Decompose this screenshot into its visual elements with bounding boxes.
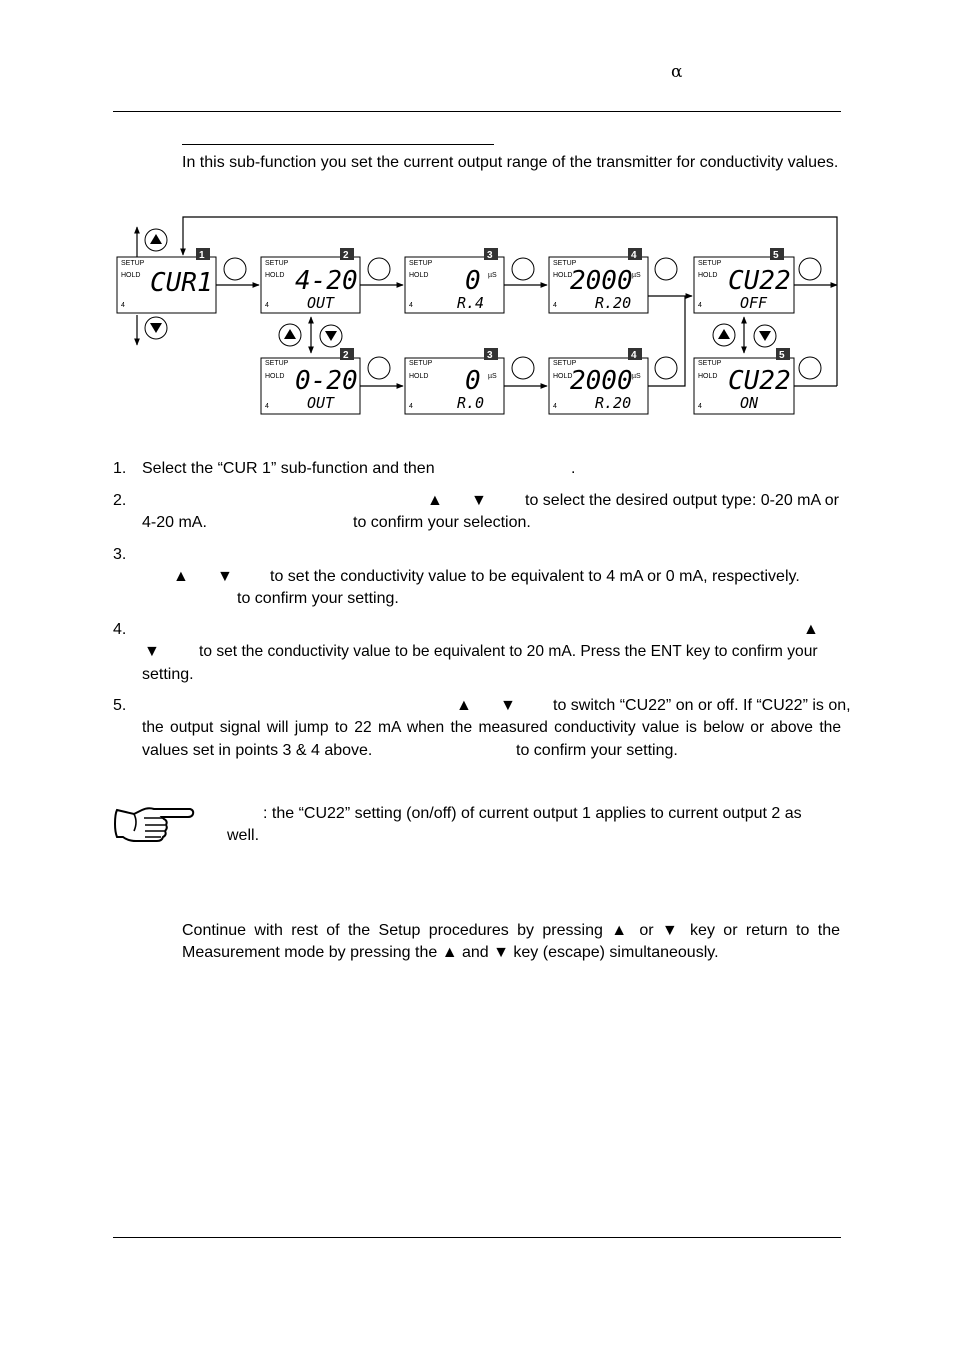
step-5-line3b: to confirm your setting. <box>516 742 678 759</box>
svg-text:SETUP: SETUP <box>698 260 722 267</box>
ent-key-icon <box>655 357 677 379</box>
step-2-down: ▼ <box>471 492 487 509</box>
svg-text:3: 3 <box>487 250 493 261</box>
svg-text:2: 2 <box>343 350 349 361</box>
svg-text:3: 3 <box>487 350 493 361</box>
continue-line-1: Continue with rest of the Setup procedures by pressing ▲ or ▼ key or return to the <box>182 922 840 939</box>
up-key-icon <box>145 229 167 251</box>
svg-text:SETUP: SETUP <box>121 260 145 267</box>
step-1-number: 1. <box>113 460 127 477</box>
ent-key-icon <box>512 357 534 379</box>
down-key-icon <box>145 317 167 339</box>
svg-text:R.20: R.20 <box>595 294 632 312</box>
svg-text:OUT: OUT <box>307 394 335 412</box>
svg-text:HOLD: HOLD <box>698 373 718 380</box>
svg-text:4: 4 <box>553 302 557 309</box>
ent-key-icon <box>368 258 390 280</box>
svg-text:4: 4 <box>631 250 637 261</box>
step-3-up: ▲ <box>173 568 189 585</box>
lcd-screen-5-bottom <box>694 348 794 414</box>
down-key-icon <box>320 325 342 347</box>
svg-text:HOLD: HOLD <box>409 272 429 279</box>
step-1-text: Select the “CUR 1” sub-function and then <box>142 460 435 477</box>
svg-text:4: 4 <box>698 403 702 410</box>
note-line-1: : the “CU22” setting (on/off) of current output 1 applies to current output 2 as <box>263 805 802 822</box>
svg-text:4-20: 4-20 <box>295 266 358 296</box>
lcd-screen-4-top <box>549 248 648 313</box>
step-4-line3: setting. <box>142 666 194 683</box>
lcd-screen-2-bottom <box>261 348 360 414</box>
svg-text:CU22: CU22 <box>728 366 791 396</box>
step-5-text: to switch “CU22” on or off. If “CU22” is on, <box>553 697 851 714</box>
svg-text:5: 5 <box>773 250 779 261</box>
svg-text:OFF: OFF <box>740 294 768 312</box>
svg-text:µS: µS <box>632 373 641 380</box>
pointing-hand-icon <box>114 804 196 846</box>
svg-text:CUR1: CUR1 <box>150 268 213 298</box>
up-key-icon <box>279 324 301 346</box>
svg-text:R.0: R.0 <box>457 394 485 412</box>
header-rule <box>113 111 841 112</box>
header-symbol: α <box>671 62 683 82</box>
step-2-up: ▲ <box>427 492 443 509</box>
svg-text:4: 4 <box>553 403 557 410</box>
ent-key-icon <box>224 258 246 280</box>
svg-text:SETUP: SETUP <box>409 260 433 267</box>
svg-text:CU22: CU22 <box>728 266 791 296</box>
svg-text:4: 4 <box>265 403 269 410</box>
footer-rule <box>113 1237 841 1238</box>
step-4-up: ▲ <box>803 621 819 638</box>
svg-text:OUT: OUT <box>307 294 335 312</box>
svg-text:HOLD: HOLD <box>121 272 141 279</box>
lcd-screen-4-bottom <box>549 348 648 414</box>
step-3-down: ▼ <box>217 568 233 585</box>
setup-flow-diagram <box>100 205 845 425</box>
svg-text:0: 0 <box>465 266 481 296</box>
step-5-number: 5. <box>113 697 127 714</box>
step-4-number: 4. <box>113 621 127 638</box>
svg-text:µS: µS <box>488 373 497 380</box>
ent-key-icon <box>655 258 677 280</box>
continue-line-2: Measurement mode by pressing the ▲ and ▼ key (escape) simultaneously. <box>182 944 719 961</box>
ent-key-icon <box>368 357 390 379</box>
step-2-line2b: to confirm your selection. <box>353 514 531 531</box>
step-4-text: to set the conductivity value to be equivalent to 20 mA. Press the ENT key to confirm your <box>199 643 818 660</box>
step-3-line3: to confirm your setting. <box>237 590 399 607</box>
step-3-number: 3. <box>113 546 127 563</box>
step-5-up: ▲ <box>456 697 472 714</box>
down-key-icon <box>754 325 776 347</box>
step-2-text: to select the desired output type: 0-20 mA or <box>525 492 839 509</box>
ent-key-icon <box>512 258 534 280</box>
step-2-number: 2. <box>113 492 127 509</box>
lcd-screen-3-bottom <box>405 348 504 414</box>
intro-text: In this sub-function you set the current output range of the transmitter for conductivity values. <box>182 154 839 171</box>
svg-text:µS: µS <box>488 272 497 279</box>
svg-text:HOLD: HOLD <box>553 272 573 279</box>
svg-text:HOLD: HOLD <box>553 373 573 380</box>
ent-key-icon <box>799 258 821 280</box>
svg-text:4: 4 <box>698 302 702 309</box>
svg-text:HOLD: HOLD <box>409 373 429 380</box>
up-key-icon <box>713 324 735 346</box>
svg-text:SETUP: SETUP <box>553 260 577 267</box>
svg-text:ON: ON <box>740 394 759 412</box>
svg-text:4: 4 <box>409 302 413 309</box>
svg-text:2000: 2000 <box>570 266 633 296</box>
step-2-line2a: 4-20 mA. <box>142 514 207 531</box>
lcd-screen-2-top <box>261 248 360 313</box>
svg-text:4: 4 <box>409 403 413 410</box>
svg-text:SETUP: SETUP <box>698 360 722 367</box>
step-3-text: to set the conductivity value to be equivalent to 4 mA or 0 mA, respectively. <box>270 568 800 585</box>
lcd-screen-1 <box>117 248 216 313</box>
svg-text:SETUP: SETUP <box>409 360 433 367</box>
svg-text:SETUP: SETUP <box>265 360 289 367</box>
lcd-screen-3-top <box>405 248 504 313</box>
note-line-2: well. <box>227 827 260 844</box>
svg-text:HOLD: HOLD <box>265 272 285 279</box>
svg-text:5: 5 <box>779 350 785 361</box>
step-4-down: ▼ <box>144 643 160 660</box>
svg-text:µS: µS <box>632 272 641 279</box>
step-5-line3a: values set in points 3 & 4 above. <box>142 742 373 759</box>
step-1-end: . <box>571 460 576 477</box>
step-5-line2: the output signal will jump to 22 mA when the measured conductivity value is below or above the <box>142 719 841 736</box>
svg-text:4: 4 <box>265 302 269 309</box>
svg-text:2000: 2000 <box>570 366 633 396</box>
svg-text:R.4: R.4 <box>457 294 485 312</box>
svg-text:HOLD: HOLD <box>265 373 285 380</box>
svg-text:4: 4 <box>631 350 637 361</box>
svg-text:0-20: 0-20 <box>295 366 358 396</box>
svg-text:SETUP: SETUP <box>553 360 577 367</box>
section-heading-underline <box>182 144 494 145</box>
ent-key-icon <box>799 357 821 379</box>
svg-text:R.20: R.20 <box>595 394 632 412</box>
svg-text:4: 4 <box>121 302 125 309</box>
svg-text:HOLD: HOLD <box>698 272 718 279</box>
step-5-down: ▼ <box>500 697 516 714</box>
screen-badge: 1 <box>199 250 205 261</box>
svg-text:0: 0 <box>465 366 481 396</box>
svg-text:2: 2 <box>343 250 349 261</box>
lcd-screen-5-top <box>694 248 794 313</box>
svg-text:SETUP: SETUP <box>265 260 289 267</box>
